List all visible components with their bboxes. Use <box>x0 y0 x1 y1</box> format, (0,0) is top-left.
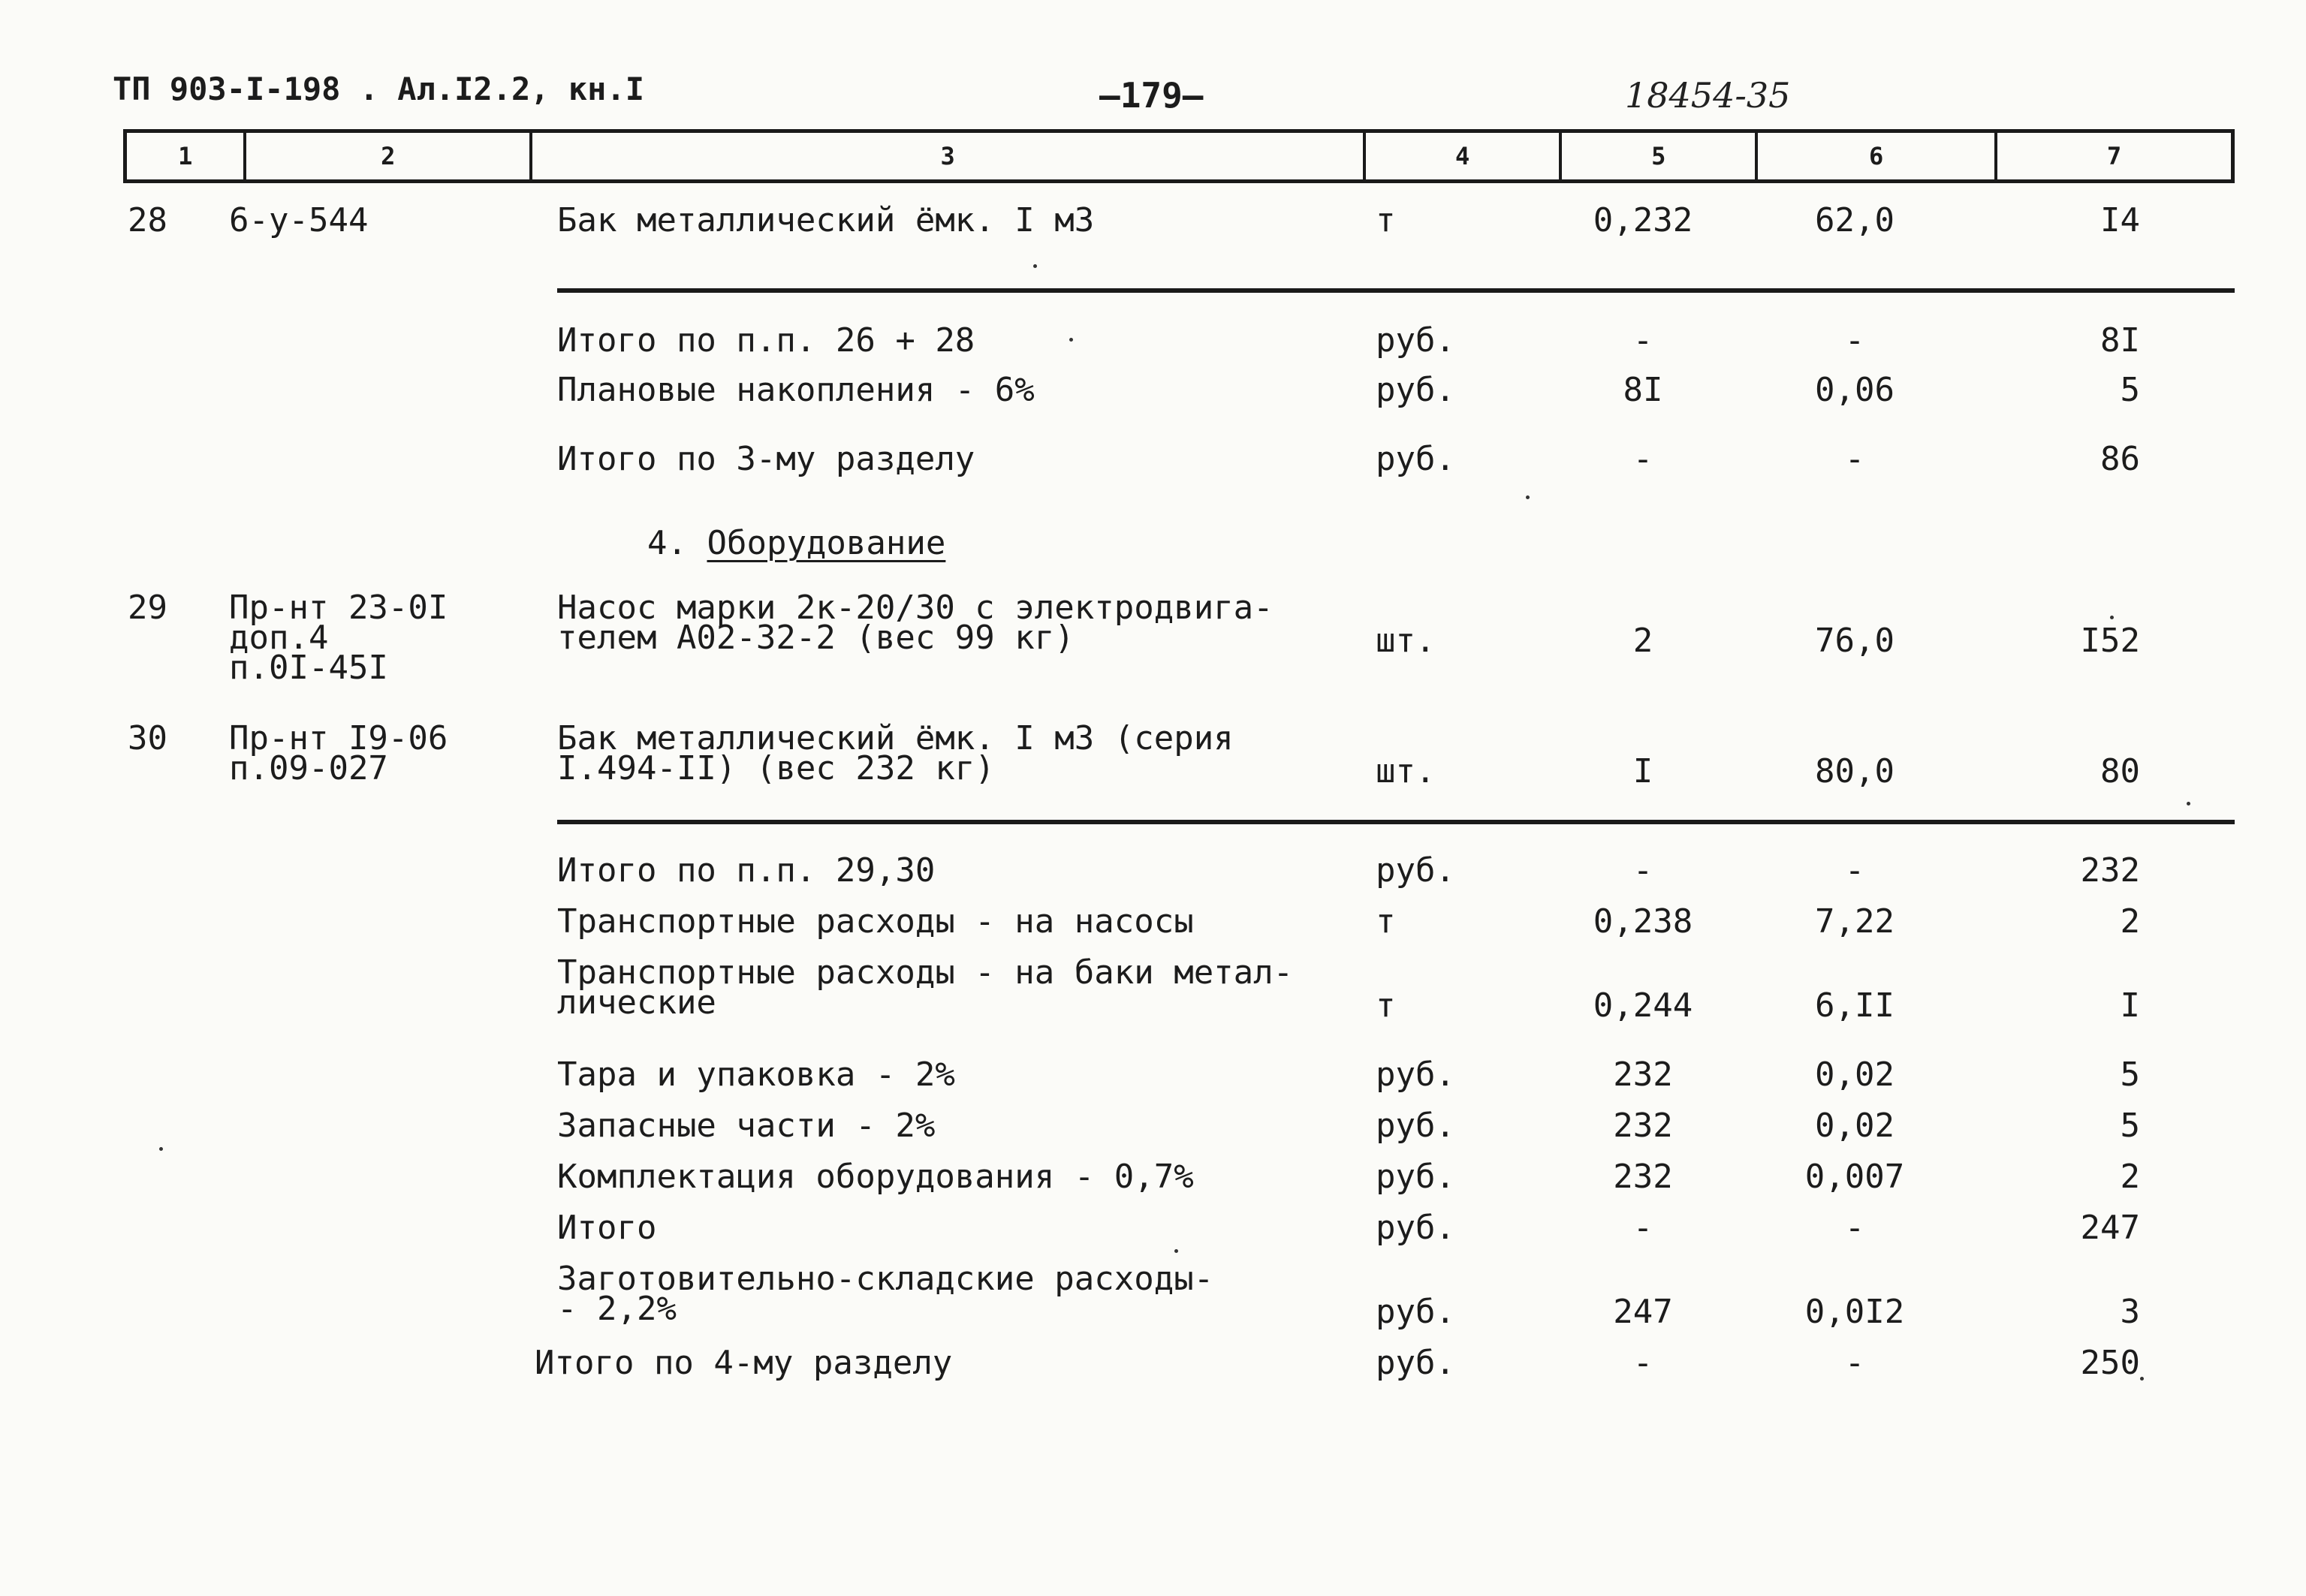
row-description-line-2: - 2,2% <box>557 1290 677 1328</box>
row-description: Итого <box>557 1209 657 1247</box>
row-quantity: - <box>1632 851 1653 890</box>
row-description: Итого по 4-му разделу <box>535 1344 953 1382</box>
scan-speck <box>1033 264 1037 268</box>
row-quantity: - <box>1632 440 1653 478</box>
row-total: 8I <box>2100 321 2140 360</box>
row-total: I <box>2120 986 2140 1025</box>
column-header-5: 5 <box>1562 133 1758 179</box>
column-header-2: 2 <box>246 133 532 179</box>
column-header-7: 7 <box>2106 142 2122 170</box>
row-description: Итого по 3-му разделу <box>557 440 975 478</box>
row-code-line-3: п.0I-45I <box>229 649 388 687</box>
row-price: 0,0I2 <box>1804 1293 1905 1331</box>
row-description-line-2: I.494-II) (вес 232 кг) <box>557 749 995 787</box>
section-title: Оборудование <box>707 524 946 562</box>
row-price: 0,007 <box>1804 1158 1905 1196</box>
scan-speck <box>1174 1249 1178 1253</box>
row-description: Тара и упаковка - 2% <box>557 1055 955 1094</box>
row-description: Бак металлический ёмк. I м3 <box>557 201 1095 239</box>
row-description: Комплектация оборудования - 0,7% <box>557 1158 1194 1196</box>
row-code-line-2: п.09-027 <box>229 749 388 787</box>
row-description: Итого по п.п. 26 + 28 <box>557 321 975 360</box>
row-code-line-1: Пр-нт 23-0I <box>229 589 448 627</box>
row-total: 3 <box>2120 1293 2140 1331</box>
row-unit: руб. <box>1376 371 1455 409</box>
document-code: ТП 903-I-198 . Ал.I2.2, кн.I <box>113 71 645 107</box>
row-price: - <box>1844 1209 1865 1247</box>
row-unit: руб. <box>1376 1055 1455 1094</box>
row-total: 5 <box>2120 1107 2140 1145</box>
row-price: 80,0 <box>1815 752 1895 790</box>
row-quantity: 0,238 <box>1593 902 1693 941</box>
row-quantity: 2 <box>1632 622 1653 660</box>
row-price: - <box>1844 1344 1865 1382</box>
row-description: Плановые накопления - 6% <box>557 371 1035 409</box>
row-description-line-1: Транспортные расходы - на баки метал- <box>557 953 1294 992</box>
row-total: 232 <box>2080 851 2140 890</box>
row-unit: руб. <box>1376 1107 1455 1145</box>
row-quantity: 247 <box>1613 1293 1673 1331</box>
row-total: 86 <box>2100 440 2140 478</box>
row-price: - <box>1844 440 1865 478</box>
row-description: Запасные части - 2% <box>557 1107 936 1145</box>
row-unit: руб. <box>1376 1209 1455 1247</box>
table-header <box>123 129 2235 183</box>
row-unit: руб. <box>1376 1158 1455 1196</box>
scan-speck <box>1069 338 1073 342</box>
scan-speck <box>159 1147 163 1151</box>
row-price: - <box>1844 851 1865 890</box>
row-total: 247 <box>2080 1209 2140 1247</box>
row-quantity: - <box>1632 1209 1653 1247</box>
row-total: 5 <box>2120 1055 2140 1094</box>
column-header-4: 4 <box>1366 133 1562 179</box>
row-number: 30 <box>128 719 167 757</box>
row-description: Итого по п.п. 29,30 <box>557 851 936 890</box>
row-price: - <box>1844 321 1865 360</box>
row-quantity: - <box>1632 321 1653 360</box>
row-unit: руб. <box>1376 321 1455 360</box>
separator-line <box>557 820 2235 824</box>
row-unit: т <box>1376 902 1396 941</box>
row-price: 0,02 <box>1815 1055 1895 1094</box>
row-description-line-2: телем А02-32-2 (вес 99 кг) <box>557 619 1075 657</box>
row-unit: руб. <box>1376 1293 1455 1331</box>
row-total: I4 <box>2100 201 2140 239</box>
row-price: 62,0 <box>1815 201 1895 239</box>
row-unit: т <box>1376 201 1396 239</box>
column-header-3: 3 <box>532 133 1366 179</box>
row-number: 28 <box>128 201 167 239</box>
row-number: 29 <box>128 589 167 627</box>
row-quantity: 232 <box>1613 1055 1673 1094</box>
row-unit: руб. <box>1376 440 1455 478</box>
column-header-1: 1 <box>127 133 246 179</box>
row-quantity: I <box>1632 752 1653 790</box>
scan-speck <box>1526 495 1530 499</box>
row-unit: руб. <box>1376 1344 1455 1382</box>
row-code-line-1: Пр-нт I9-06 <box>229 719 448 757</box>
row-total: 2 <box>2120 902 2140 941</box>
row-quantity: 0,244 <box>1593 986 1693 1025</box>
row-quantity: 232 <box>1613 1107 1673 1145</box>
row-code-line-2: доп.4 <box>229 619 329 657</box>
column-header-6: 6 <box>1758 133 1997 179</box>
row-total: 2 <box>2120 1158 2140 1196</box>
row-code: 6-у-544 <box>229 201 369 239</box>
row-total: 5 <box>2120 371 2140 409</box>
row-total: 250 <box>2080 1344 2140 1382</box>
row-quantity: 232 <box>1613 1158 1673 1196</box>
row-price: 76,0 <box>1815 622 1895 660</box>
row-description: Транспортные расходы - на насосы <box>557 902 1194 941</box>
page-number: —179— <box>1099 75 1204 116</box>
row-price: 0,06 <box>1815 371 1895 409</box>
row-quantity: 8I <box>1623 371 1663 409</box>
row-unit: руб. <box>1376 851 1455 890</box>
row-price: 6,II <box>1815 986 1895 1025</box>
scan-speck <box>2110 616 2114 619</box>
row-price: 0,02 <box>1815 1107 1895 1145</box>
row-price: 7,22 <box>1815 902 1895 941</box>
handwritten-number: 18454-35 <box>1625 75 1791 116</box>
scan-speck <box>2187 802 2190 806</box>
row-total: 80 <box>2100 752 2140 790</box>
section-heading <box>647 524 945 562</box>
section-number: 4. <box>647 524 687 562</box>
row-quantity: - <box>1632 1344 1653 1382</box>
row-description-line-1: Заготовительно-складские расходы- <box>557 1260 1214 1298</box>
row-unit: шт. <box>1376 622 1436 660</box>
row-description-line-1: Насос марки 2к-20/30 с электродвига- <box>557 589 1274 627</box>
row-quantity: 0,232 <box>1593 201 1693 239</box>
separator-line <box>557 288 2235 293</box>
scan-speck <box>2140 1377 2144 1381</box>
row-unit: шт. <box>1376 752 1436 790</box>
row-description-line-1: Бак металлический ёмк. I м3 (серия <box>557 719 1234 757</box>
row-description-line-2: лические <box>557 983 716 1022</box>
row-total: I52 <box>2080 622 2140 660</box>
row-unit: т <box>1376 986 1396 1025</box>
